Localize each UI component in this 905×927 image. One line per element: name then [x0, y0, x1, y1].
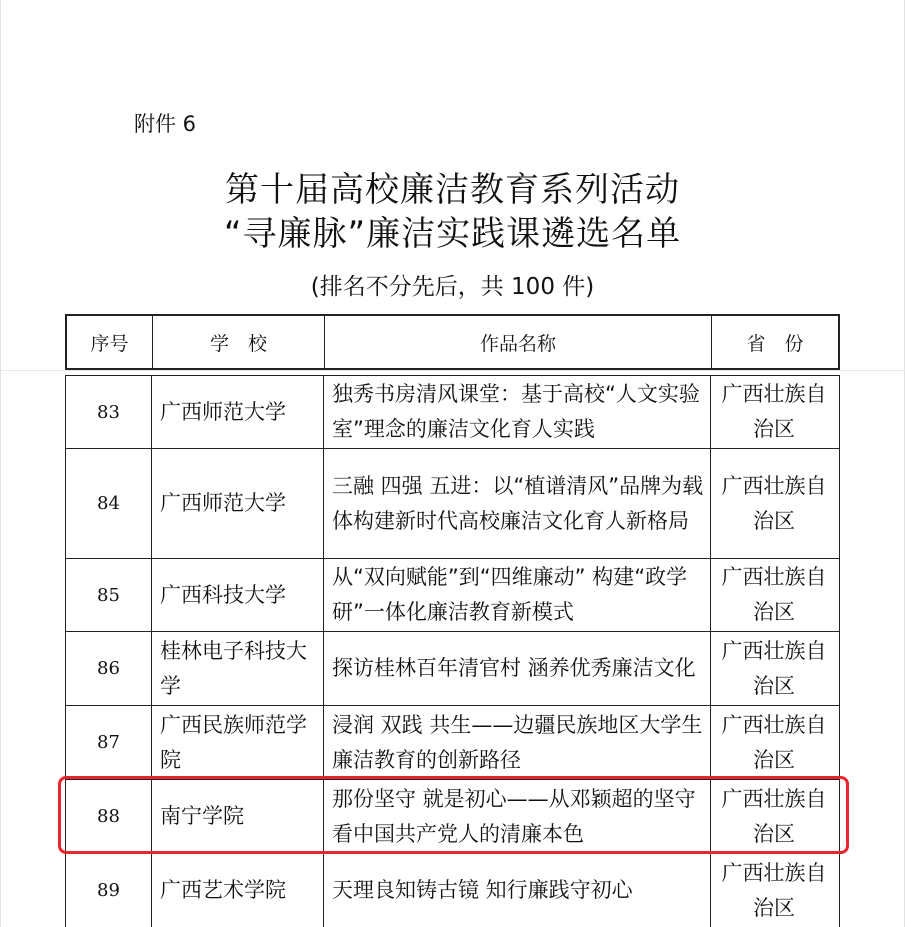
header-school: 学 校: [153, 316, 325, 368]
table-header: [65, 314, 840, 370]
page-break-divider: [0, 370, 905, 371]
document-title-line2: “寻廉脉”廉洁实践课遴选名单: [223, 214, 682, 254]
row-work: 独秀书房清风课堂：基于高校“人文实验室”理念的廉洁文化育人实践: [324, 376, 711, 448]
row-number: 85: [66, 559, 152, 631]
row-work: 从“双向赋能”到“四维廉动” 构建“政学研”一体化廉洁教育新模式: [324, 559, 711, 631]
row-province: 广西壮族自治区: [721, 382, 827, 441]
row-work: 探访桂林百年清官村 涵养优秀廉洁文化: [324, 632, 711, 705]
row-number: 89: [66, 854, 152, 927]
row-school: 广西科技大学: [152, 559, 324, 631]
row-school: 广西师范大学: [152, 449, 324, 558]
row-number: 87: [66, 706, 152, 779]
row-school: 广西民族师范学院: [152, 706, 324, 779]
row-number: 88: [66, 780, 152, 853]
header-work: 作品名称: [325, 316, 712, 368]
row-number: 86: [66, 632, 152, 705]
row-number: 83: [66, 376, 152, 448]
table-row: [66, 558, 839, 631]
table-row: [66, 375, 839, 448]
row-school: 南宁学院: [152, 780, 324, 853]
header-index: 序号: [67, 316, 153, 368]
row-work: 三融 四强 五进：以“植谱清风”品牌为载体构建新时代高校廉洁文化育人新格局: [324, 449, 711, 558]
header-province: 省 份: [746, 332, 804, 355]
row-school: 广西艺术学院: [152, 854, 324, 927]
result-table: [65, 375, 840, 927]
row-school: 广西师范大学: [152, 376, 324, 448]
row-province: 广西壮族自治区: [721, 786, 827, 846]
row-province: 广西壮族自治区: [721, 638, 827, 698]
row-province: 广西壮族自治区: [721, 860, 827, 920]
table-row-highlighted: [66, 779, 839, 853]
table-row: [66, 448, 839, 558]
document-subtitle: (排名不分先后，共 100 件): [310, 274, 595, 300]
row-school: 桂林电子科技大学: [152, 632, 324, 705]
row-province: 广西壮族自治区: [721, 565, 827, 624]
row-work: 天理良知铸古镜 知行廉践守初心: [324, 854, 711, 927]
row-province: 广西壮族自治区: [721, 712, 827, 772]
table-row: [66, 853, 839, 927]
row-work: 那份坚守 就是初心——从邓颖超的坚守看中国共产党人的清廉本色: [324, 780, 711, 853]
document-title-line1: 第十届高校廉洁教育系列活动: [225, 170, 680, 210]
attachment-label: 附件 6: [134, 112, 197, 136]
row-number: 84: [66, 449, 152, 558]
row-work: 浸润 双践 共生——边疆民族地区大学生廉洁教育的创新路径: [324, 706, 711, 779]
table-row: [66, 705, 839, 779]
row-province: 广西壮族自治区: [721, 473, 827, 533]
table-row: [66, 631, 839, 705]
